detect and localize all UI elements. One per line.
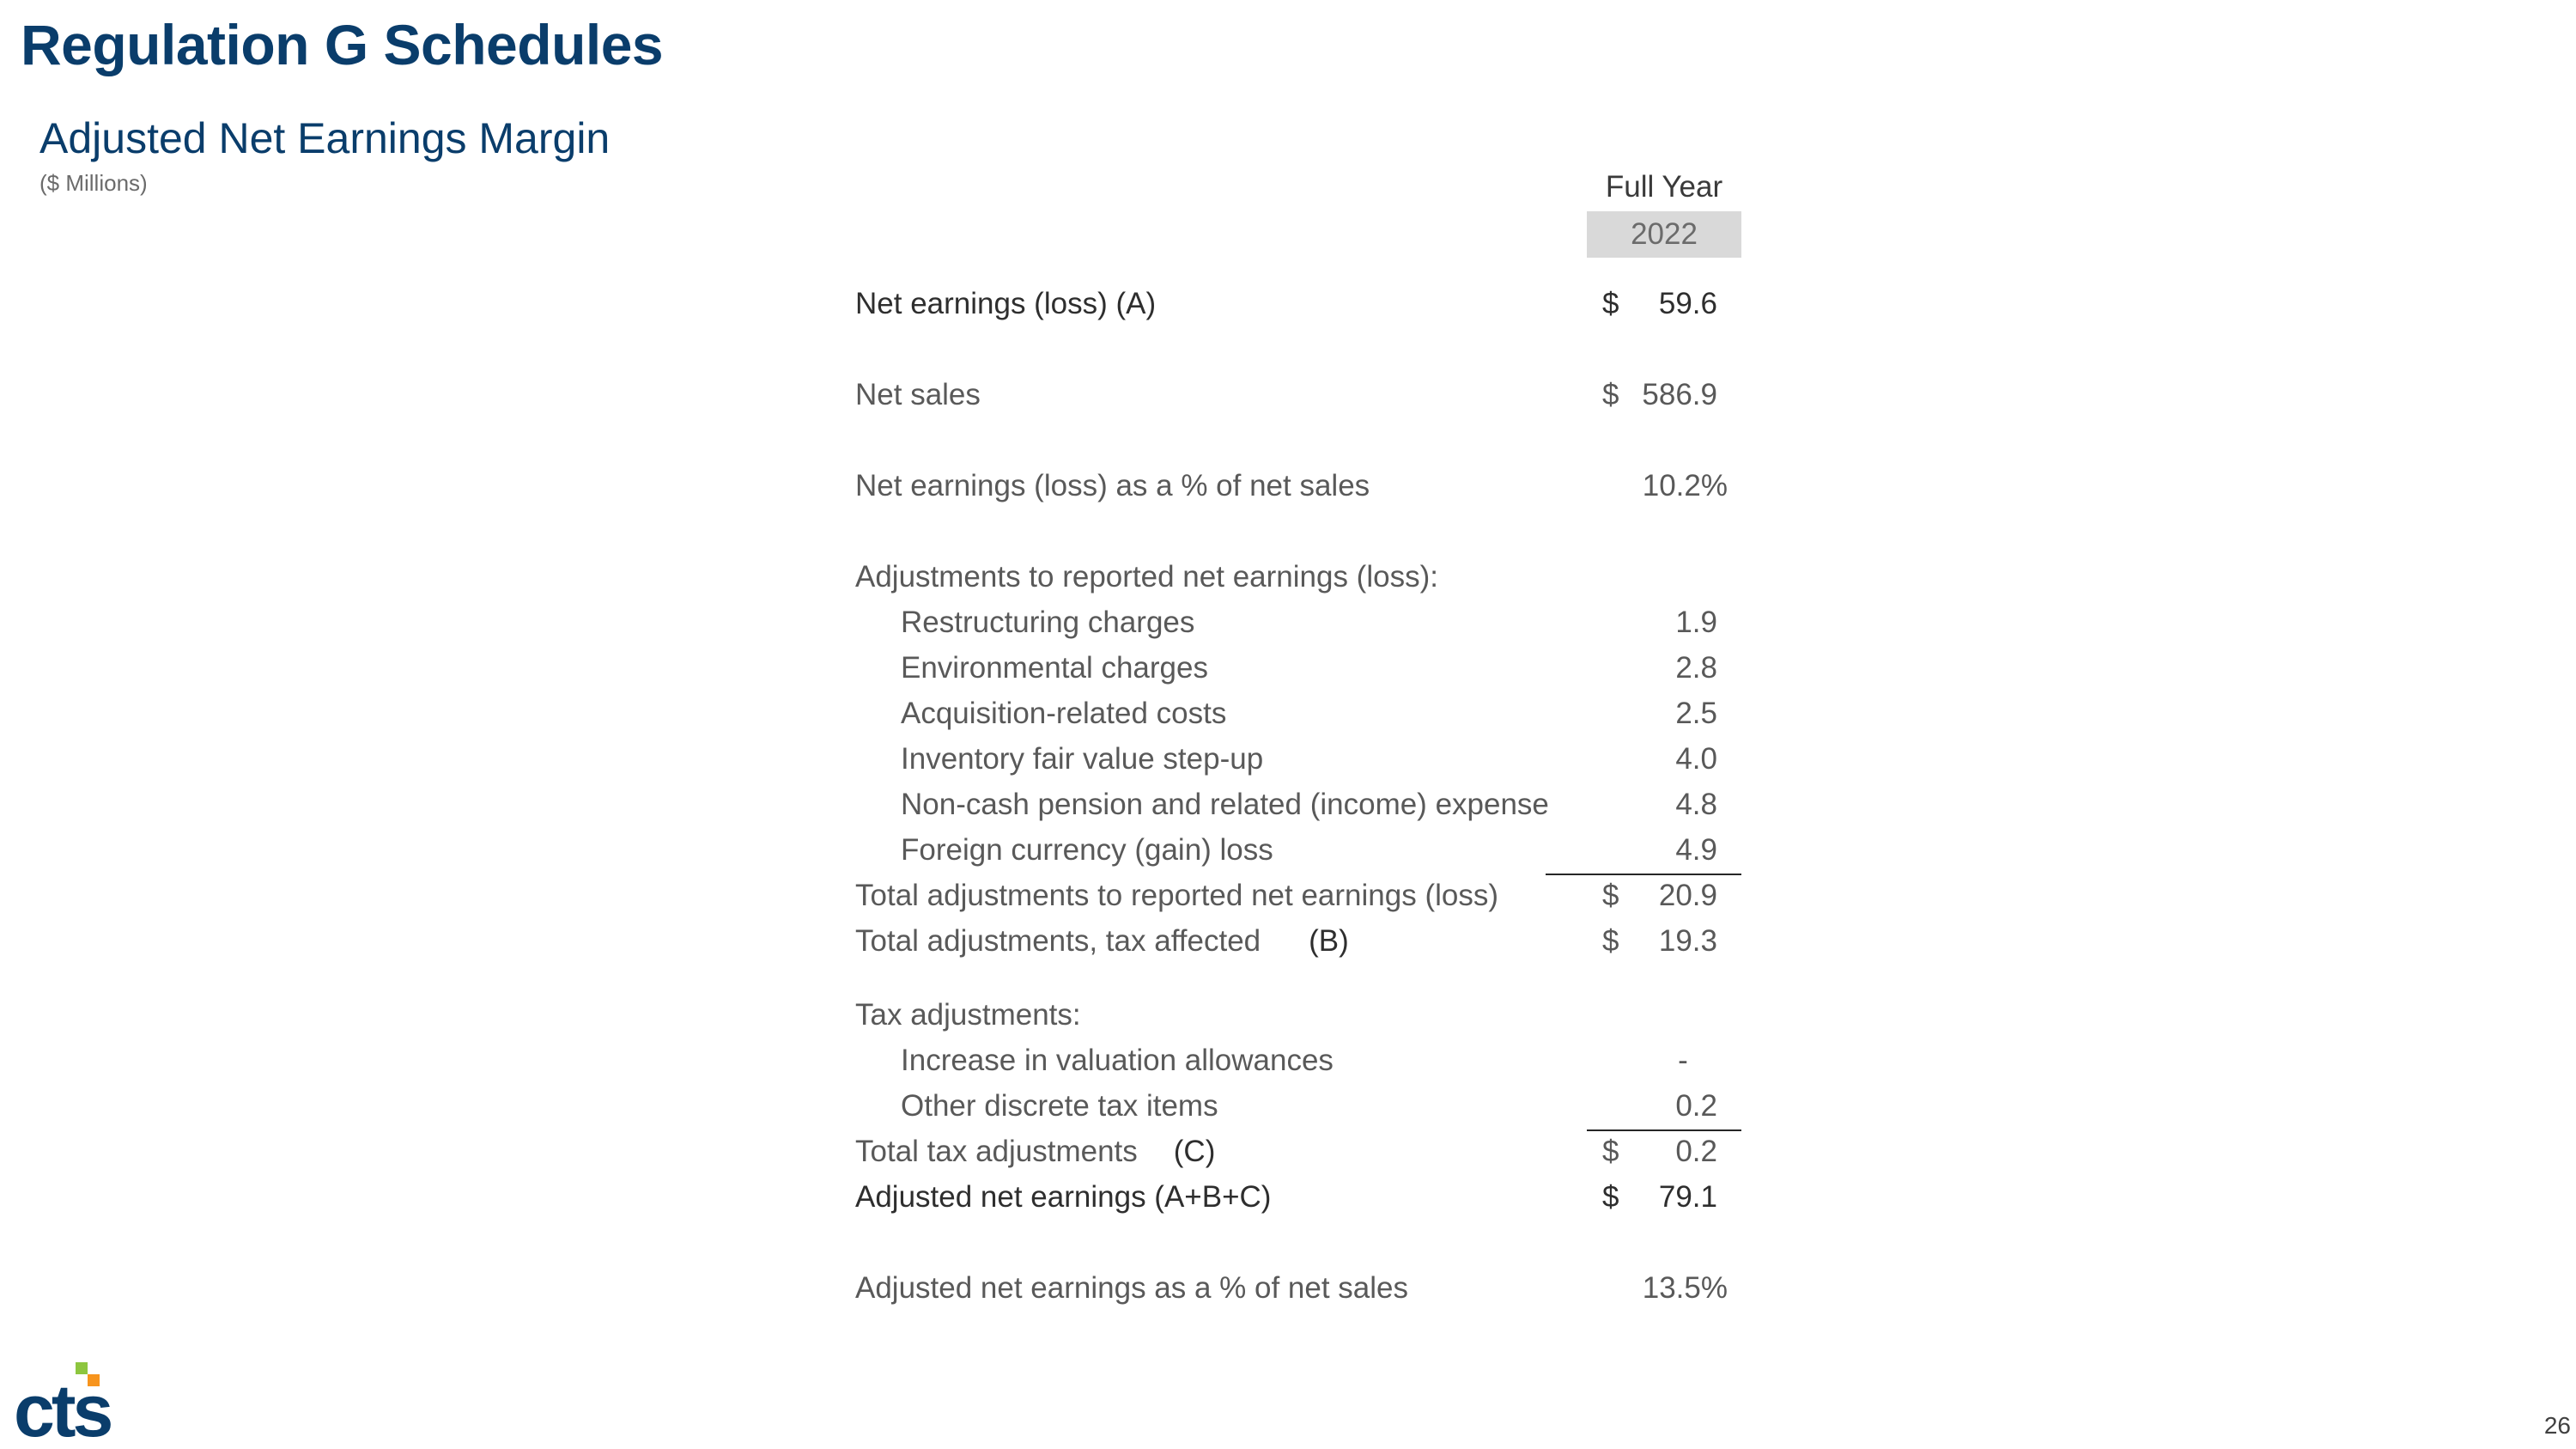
value-net-sales: 586.9	[1642, 378, 1717, 411]
page-number: 26	[2543, 1412, 2571, 1439]
value-total-tax: 0.2	[1675, 1135, 1717, 1168]
currency-symbol: $	[1602, 378, 1619, 411]
value-fx: 4.9	[1675, 833, 1717, 867]
column-period-label: Full Year	[1605, 170, 1723, 204]
value-adjusted-pct: 13.5%	[1642, 1271, 1728, 1305]
row-label-adjusted-pct: Adjusted net earnings as a % of net sales	[855, 1271, 1409, 1305]
currency-symbol: $	[1602, 879, 1619, 912]
currency-symbol: $	[1602, 1180, 1619, 1214]
value-total-adjustments: 20.9	[1658, 879, 1717, 912]
value-net-earnings-pct: 10.2%	[1642, 469, 1728, 502]
column-year-label: 2022	[1587, 211, 1741, 258]
currency-symbol: $	[1602, 1135, 1619, 1168]
value-net-earnings: 59.6	[1658, 287, 1717, 320]
row-label-net-earnings: Net earnings (loss) (A)	[855, 287, 1157, 320]
row-label-restructuring: Restructuring charges	[901, 606, 1195, 639]
row-label-valuation: Increase in valuation allowances	[901, 1044, 1334, 1077]
value-restructuring: 1.9	[1675, 606, 1717, 639]
row-label-fx: Foreign currency (gain) loss	[901, 833, 1273, 867]
units-note: ($ Millions)	[39, 170, 148, 196]
row-label-other-tax: Other discrete tax items	[901, 1089, 1218, 1123]
row-label-net-sales: Net sales	[855, 378, 981, 411]
tax-adjustments-heading: Tax adjustments:	[855, 998, 1081, 1032]
reference-tag-c: (C)	[1173, 1135, 1216, 1168]
value-environmental: 2.8	[1675, 651, 1717, 685]
row-label-environmental: Environmental charges	[901, 651, 1208, 685]
row-total-adjustments-tax	[855, 921, 1349, 962]
row-label-pension: Non-cash pension and related (income) expense	[901, 788, 1549, 821]
adjustments-heading: Adjustments to reported net earnings (loss):	[855, 560, 1438, 594]
value-valuation: -	[1678, 1044, 1688, 1077]
row-label-total-adjustments: Total adjustments to reported net earnings (loss)	[855, 879, 1498, 912]
currency-symbol: $	[1602, 924, 1619, 958]
cts-logo	[14, 1361, 151, 1440]
row-label-inventory: Inventory fair value step-up	[901, 742, 1264, 776]
row-total-tax	[855, 1131, 1215, 1172]
section-subtitle: Adjusted Net Earnings Margin	[39, 114, 611, 162]
value-other-tax: 0.2	[1675, 1089, 1717, 1123]
row-label-acquisition: Acquisition-related costs	[901, 697, 1227, 730]
value-total-adjustments-tax: 19.3	[1658, 924, 1717, 958]
row-label-adjusted-net-earnings: Adjusted net earnings (A+B+C)	[855, 1180, 1272, 1214]
value-adjusted-net-earnings: 79.1	[1658, 1180, 1717, 1214]
value-pension: 4.8	[1675, 788, 1717, 821]
row-label-total-adjustments-tax: Total adjustments, tax affected	[855, 924, 1261, 958]
currency-symbol: $	[1602, 287, 1619, 320]
page-title: Regulation G Schedules	[21, 13, 664, 76]
row-label-total-tax: Total tax adjustments	[855, 1135, 1138, 1168]
reference-tag-b: (B)	[1309, 924, 1349, 958]
value-inventory: 4.0	[1675, 742, 1717, 776]
row-label-net-earnings-pct: Net earnings (loss) as a % of net sales	[855, 469, 1370, 502]
logo-wordmark: cts	[14, 1370, 111, 1440]
value-acquisition: 2.5	[1675, 697, 1717, 730]
